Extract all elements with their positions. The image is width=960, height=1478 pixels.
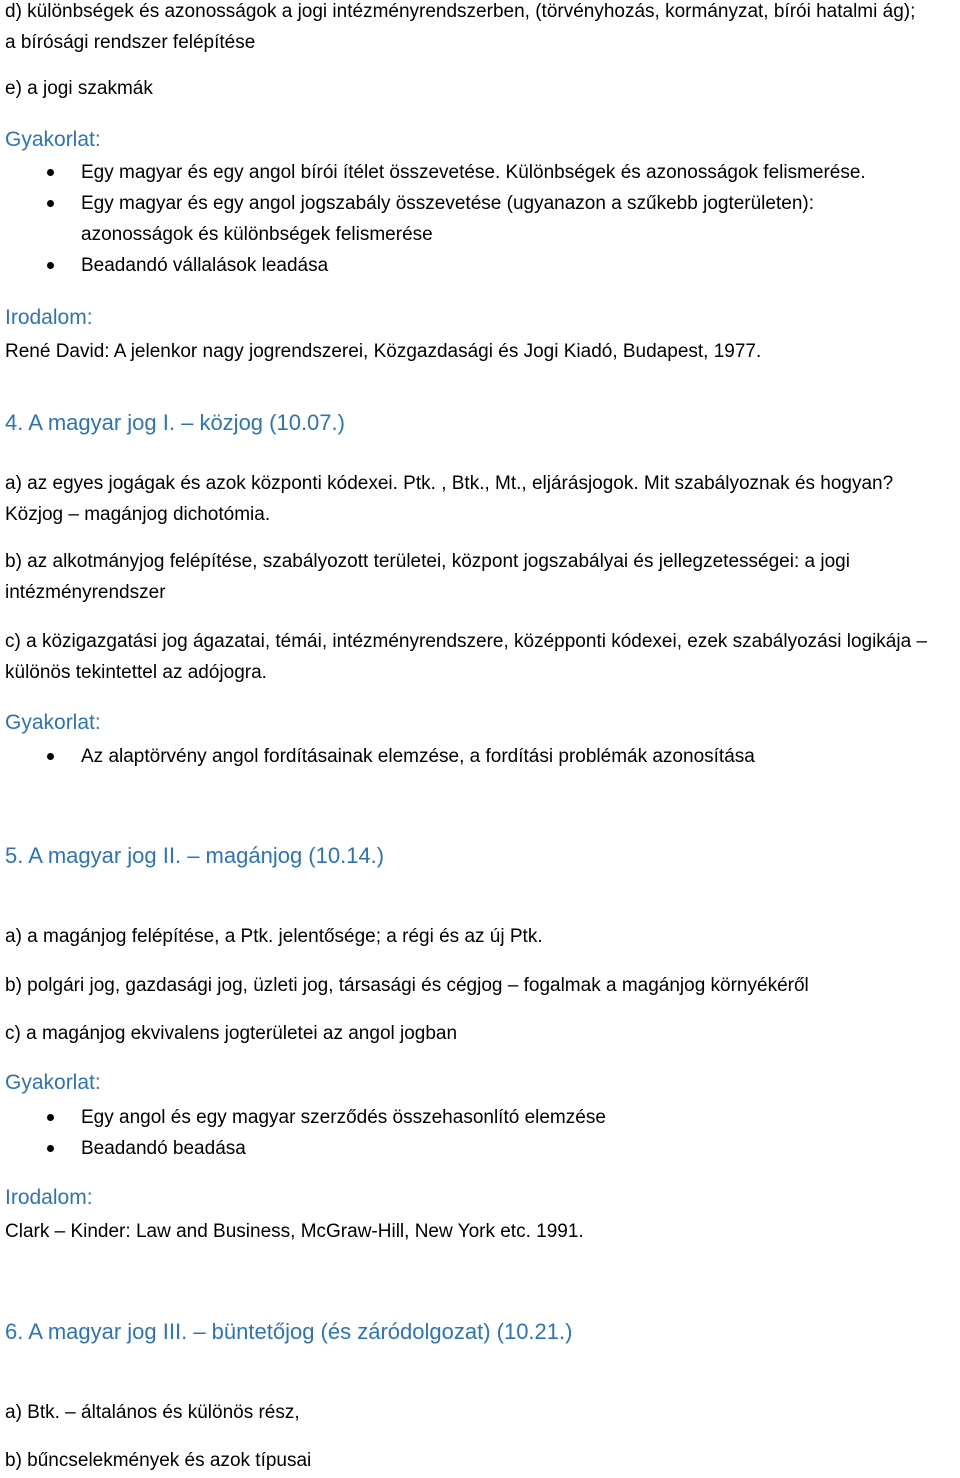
section-4-heading: 4. A magyar jog I. – közjog (10.07.) — [5, 410, 345, 435]
section-5-heading: 5. A magyar jog II. – magánjog (10.14.) — [5, 843, 385, 868]
bullet-icon — [47, 1145, 54, 1152]
s4-practice-label: Gyakorlat: — [5, 711, 101, 734]
s5-literature-label: Irodalom: — [5, 1186, 93, 1209]
s5-item-a: a) a magánjog felépítése, a Ptk. jelentősége; a régi és az új Ptk. — [5, 926, 543, 947]
bullet-icon — [47, 169, 54, 176]
item-e: e) a jogi szakmák — [5, 78, 153, 99]
bullet-icon — [47, 1114, 54, 1121]
literature-label: Irodalom: — [5, 306, 93, 329]
s5-item-b: b) polgári jog, gazdasági jog, üzleti jog, társasági és cégjog – fogalmak a magánjog környékéről — [5, 975, 809, 996]
s4-item-c: c) a közigazgatási jog ágazatai, témái, intézményrendszere, középponti kódexei, ezek szabályozási logikája – különös tekintettel az adójogra. — [5, 631, 928, 683]
list-item: Egy angol és egy magyar szerződés összehasonlító elemzése — [5, 1102, 930, 1133]
s4-item-b: b) az alkotmányjog felépítése, szabályozott területei, központ jogszabályai és jellegzetességei: a jogi intézményrendszer — [5, 551, 850, 603]
list-item: Egy magyar és egy angol bírói ítélet összevetése. Különbségek és azonosságok felismerése. — [5, 157, 930, 188]
s4-item-a: a) az egyes jogágak és azok központi kódexei. Ptk. , Btk., Mt., eljárásjogok. Mit szabályoznak és hogyan? Közjog – magánjog dichotómia. — [5, 473, 894, 525]
practice-list — [5, 157, 930, 281]
s5-practice-label: Gyakorlat: — [5, 1071, 101, 1094]
s4-practice-list — [5, 741, 930, 772]
s6-item-a: a) Btk. – általános és különös rész, — [5, 1402, 300, 1423]
section-6-heading: 6. A magyar jog III. – büntetőjog (és záródolgozat) (10.21.) — [5, 1319, 573, 1344]
bullet-icon — [47, 753, 54, 760]
s5-practice-list — [5, 1102, 930, 1164]
list-item: Beadandó beadása — [5, 1133, 930, 1164]
practice-label: Gyakorlat: — [5, 128, 101, 151]
s5-item-c: c) a magánjog ekvivalens jogterületei az angol jogban — [5, 1023, 458, 1044]
literature-text: René David: A jelenkor nagy jogrendszerei, Közgazdasági és Jogi Kiadó, Budapest, 1977. — [5, 341, 762, 362]
s5-literature-text: Clark – Kinder: Law and Business, McGraw-Hill, New York etc. 1991. — [5, 1221, 584, 1242]
list-item: Az alaptörvény angol fordításainak elemzése, a fordítási problémák azonosítása — [5, 741, 930, 772]
list-item: Beadandó vállalások leadása — [5, 250, 930, 281]
list-item: Egy magyar és egy angol jogszabály összevetése (ugyanazon a szűkebb jogterületen): azonosságok és különbségek felismerése — [5, 188, 930, 250]
item-d: d) különbségek és azonosságok a jogi intézményrendszerben, (törvényhozás, kormányzat, bírói hatalmi ág); a bírósági rendszer felépítése — [5, 1, 916, 53]
s6-item-b: b) bűncselekmények és azok típusai — [5, 1450, 312, 1471]
bullet-icon — [47, 262, 54, 269]
bullet-icon — [47, 200, 54, 207]
